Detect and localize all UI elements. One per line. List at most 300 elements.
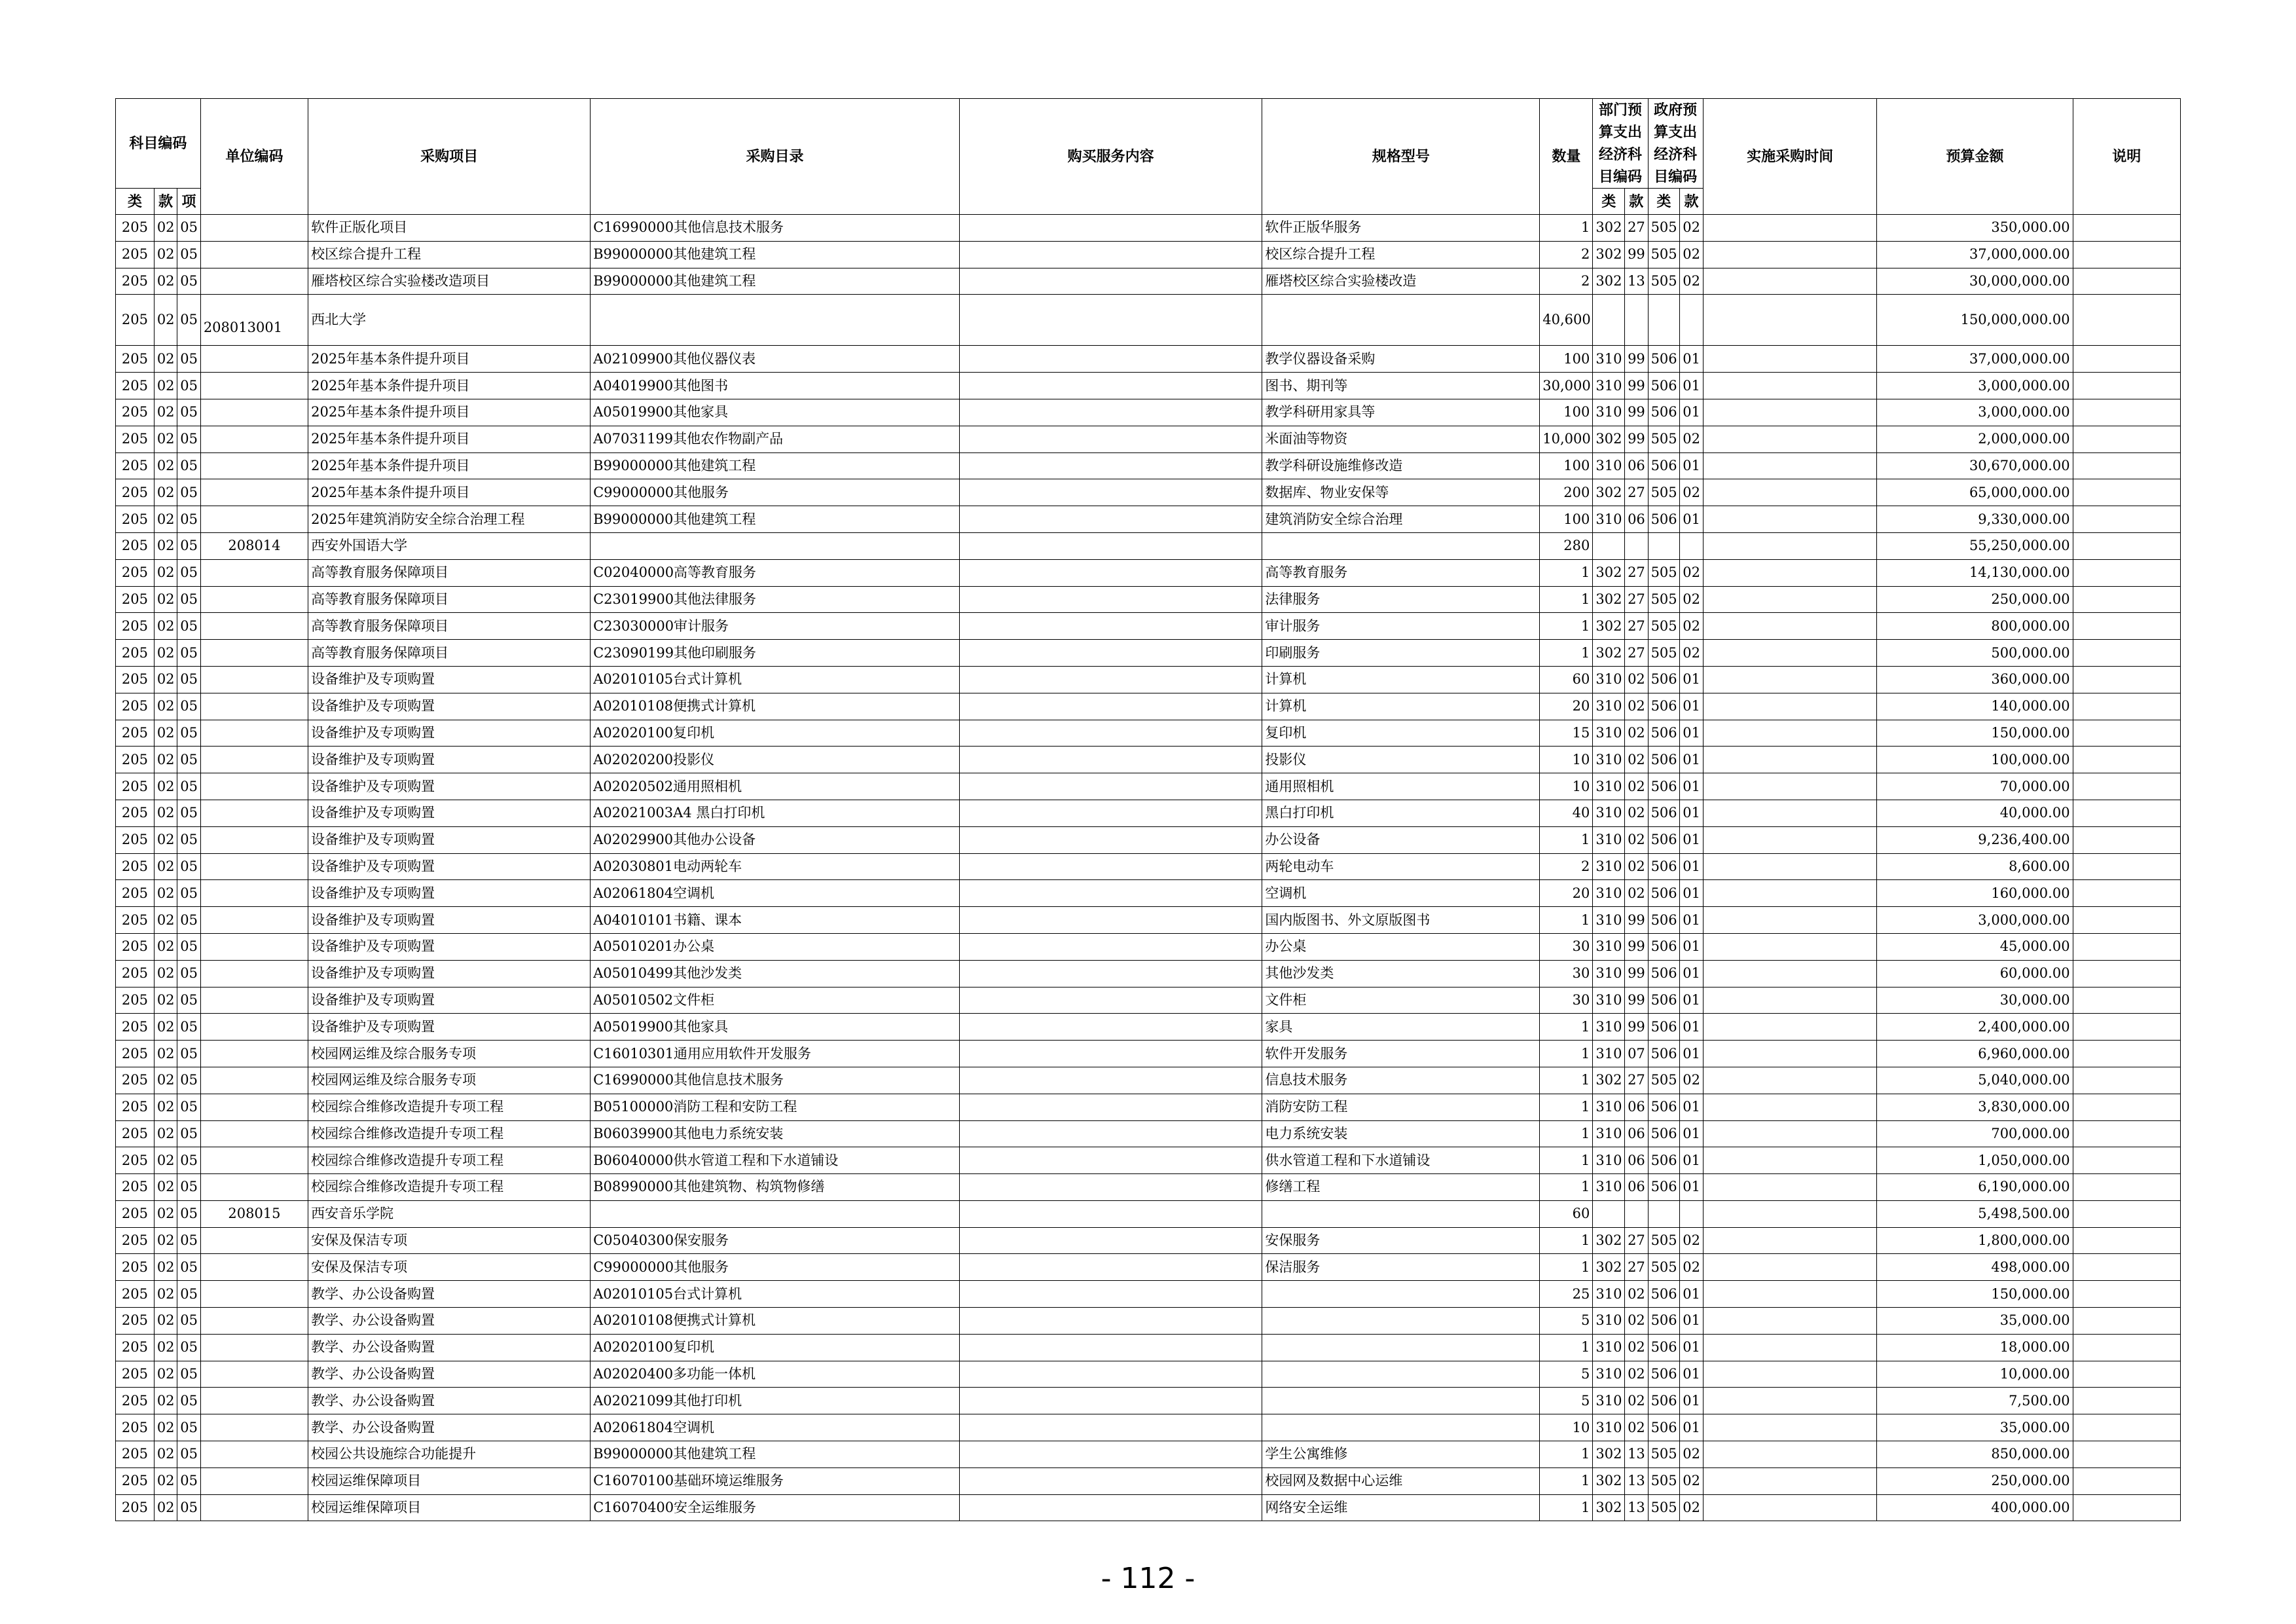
table-row [116,1200,2181,1227]
cell-lei: 205 [116,1441,155,1468]
cell-xiang: 05 [177,720,201,747]
table-row [116,613,2181,640]
cell-project: 高等教育服务保障项目 [308,640,591,667]
cell-service [959,1388,1262,1414]
cell-xiang: 05 [177,1254,201,1281]
cell-dept-kuan: 27 [1625,1227,1649,1254]
cell-xiang: 05 [177,1494,201,1521]
cell-service [959,693,1262,720]
cell-quantity: 20 [1540,693,1593,720]
cell-project: 教学、办公设备购置 [308,1361,591,1388]
cell-catalog: A02061804空调机 [591,880,960,907]
cell-quantity: 100 [1540,506,1593,533]
header-spec: 规格型号 [1262,99,1540,215]
cell-catalog: A05019900其他家具 [591,399,960,426]
cell-spec: 教学科研用家具等 [1262,399,1540,426]
cell-catalog: C23090199其他印刷服务 [591,640,960,667]
cell-lei: 205 [116,241,155,268]
cell-xiang: 05 [177,295,201,346]
cell-gov-kuan: 01 [1680,826,1704,853]
cell-spec: 雁塔校区综合实验楼改造 [1262,268,1540,295]
cell-dept-kuan: 27 [1625,1254,1649,1281]
cell-quantity: 100 [1540,452,1593,479]
cell-service [959,1494,1262,1521]
cell-kuan: 02 [154,693,177,720]
cell-lei: 205 [116,800,155,826]
cell-note [2073,1388,2180,1414]
cell-spec [1262,1414,1540,1441]
cell-dept-kuan: 27 [1625,1067,1649,1094]
cell-time [1703,479,1877,506]
cell-xiang: 05 [177,1227,201,1254]
cell-amount: 9,330,000.00 [1877,506,2073,533]
cell-project: 校园运维保障项目 [308,1494,591,1521]
cell-project: 设备维护及专项购置 [308,853,591,880]
cell-amount: 150,000.00 [1877,720,2073,747]
cell-note [2073,506,2180,533]
cell-dept-lei: 310 [1593,1281,1625,1308]
cell-service [959,215,1262,242]
cell-time [1703,1174,1877,1201]
cell-gov-lei: 505 [1648,613,1680,640]
table-row [116,399,2181,426]
cell-spec [1262,1200,1540,1227]
cell-gov-kuan: 01 [1680,452,1704,479]
cell-xiang: 05 [177,693,201,720]
cell-amount: 360,000.00 [1877,666,2073,693]
table-row [116,853,2181,880]
cell-gov-kuan: 01 [1680,1174,1704,1201]
cell-xiang: 05 [177,1414,201,1441]
table-row [116,640,2181,667]
cell-quantity: 1 [1540,559,1593,586]
cell-catalog: C23030000审计服务 [591,613,960,640]
cell-note [2073,1494,2180,1521]
cell-quantity: 30 [1540,960,1593,987]
cell-quantity: 30,000 [1540,373,1593,399]
cell-gov-kuan: 02 [1680,1067,1704,1094]
cell-amount: 160,000.00 [1877,880,2073,907]
cell-gov-kuan: 01 [1680,960,1704,987]
cell-lei: 205 [116,613,155,640]
cell-kuan: 02 [154,666,177,693]
header-gov-budget: 政府预算支出经济科目编码 [1648,99,1703,189]
cell-project: 校园网运维及综合服务专项 [308,1041,591,1067]
cell-gov-lei: 506 [1648,346,1680,373]
cell-service [959,1147,1262,1174]
table-row [116,1388,2181,1414]
cell-dept-lei: 302 [1593,1227,1625,1254]
cell-time [1703,1494,1877,1521]
cell-project: 校园运维保障项目 [308,1467,591,1494]
cell-spec: 法律服务 [1262,586,1540,613]
cell-note [2073,1174,2180,1201]
cell-note [2073,640,2180,667]
cell-spec: 计算机 [1262,666,1540,693]
cell-kuan: 02 [154,1281,177,1308]
header-time: 实施采购时间 [1703,99,1877,215]
cell-kuan: 02 [154,559,177,586]
cell-gov-kuan: 02 [1680,613,1704,640]
cell-quantity: 1 [1540,1120,1593,1147]
cell-time [1703,586,1877,613]
cell-gov-lei: 505 [1648,479,1680,506]
cell-note [2073,613,2180,640]
cell-gov-lei: 506 [1648,452,1680,479]
cell-note [2073,1361,2180,1388]
cell-unit-code: 208013001 [200,295,308,346]
cell-kuan: 02 [154,1494,177,1521]
cell-spec: 网络安全运维 [1262,1494,1540,1521]
cell-kuan: 02 [154,268,177,295]
cell-quantity: 1 [1540,1041,1593,1067]
cell-time [1703,1334,1877,1361]
cell-gov-lei: 505 [1648,1467,1680,1494]
cell-spec: 数据库、物业安保等 [1262,479,1540,506]
cell-spec: 信息技术服务 [1262,1067,1540,1094]
cell-catalog: B06039900其他电力系统安装 [591,1120,960,1147]
cell-dept-lei: 310 [1593,747,1625,773]
cell-dept-kuan: 06 [1625,1094,1649,1120]
cell-amount: 70,000.00 [1877,773,2073,800]
cell-gov-lei: 506 [1648,880,1680,907]
cell-quantity: 2 [1540,853,1593,880]
cell-dept-kuan: 27 [1625,479,1649,506]
cell-xiang: 05 [177,826,201,853]
cell-quantity: 20 [1540,880,1593,907]
cell-kuan: 02 [154,1467,177,1494]
cell-service [959,1174,1262,1201]
cell-amount: 1,050,000.00 [1877,1147,2073,1174]
cell-amount: 3,000,000.00 [1877,373,2073,399]
header-lei: 类 [116,189,155,215]
cell-dept-kuan [1625,532,1649,559]
cell-project: 西安音乐学院 [308,1200,591,1227]
cell-gov-lei: 506 [1648,1014,1680,1041]
cell-gov-lei [1648,532,1680,559]
cell-xiang: 05 [177,1441,201,1468]
cell-project: 设备维护及专项购置 [308,720,591,747]
cell-dept-kuan: 02 [1625,1388,1649,1414]
cell-dept-kuan: 02 [1625,800,1649,826]
cell-catalog: A02021099其他打印机 [591,1388,960,1414]
cell-project: 2025年基本条件提升项目 [308,346,591,373]
table-row [116,452,2181,479]
cell-kuan: 02 [154,1388,177,1414]
cell-catalog: C99000000其他服务 [591,1254,960,1281]
cell-quantity: 1 [1540,1467,1593,1494]
cell-dept-lei: 310 [1593,373,1625,399]
cell-dept-lei: 302 [1593,613,1625,640]
cell-dept-lei: 310 [1593,693,1625,720]
cell-gov-lei: 506 [1648,1041,1680,1067]
cell-catalog: A02020502通用照相机 [591,773,960,800]
cell-service [959,479,1262,506]
cell-xiang: 05 [177,452,201,479]
cell-amount: 250,000.00 [1877,1467,2073,1494]
cell-project: 2025年基本条件提升项目 [308,479,591,506]
cell-dept-kuan: 02 [1625,1361,1649,1388]
cell-dept-kuan: 99 [1625,373,1649,399]
table-row [116,1120,2181,1147]
cell-lei: 205 [116,452,155,479]
cell-note [2073,399,2180,426]
header-gov-kuan: 款 [1680,189,1704,215]
cell-xiang: 05 [177,215,201,242]
cell-quantity: 10 [1540,747,1593,773]
cell-dept-lei: 310 [1593,987,1625,1014]
cell-amount: 3,000,000.00 [1877,399,2073,426]
table-row [116,1014,2181,1041]
cell-service [959,426,1262,452]
cell-xiang: 05 [177,747,201,773]
cell-amount: 8,600.00 [1877,853,2073,880]
cell-spec: 安保服务 [1262,1227,1540,1254]
cell-unit-code [200,1441,308,1468]
cell-kuan: 02 [154,826,177,853]
cell-lei: 205 [116,693,155,720]
cell-kuan: 02 [154,613,177,640]
cell-unit-code [200,907,308,934]
cell-dept-lei: 310 [1593,506,1625,533]
cell-project: 校园综合维修改造提升专项工程 [308,1147,591,1174]
cell-kuan: 02 [154,1120,177,1147]
cell-time [1703,373,1877,399]
header-catalog: 采购目录 [591,99,960,215]
cell-kuan: 02 [154,640,177,667]
cell-amount: 35,000.00 [1877,1414,2073,1441]
cell-gov-kuan: 02 [1680,1494,1704,1521]
cell-note [2073,1281,2180,1308]
cell-project: 设备维护及专项购置 [308,933,591,960]
cell-project: 2025年建筑消防安全综合治理工程 [308,506,591,533]
cell-kuan: 02 [154,479,177,506]
header-quantity: 数量 [1540,99,1593,215]
cell-catalog: A02021003A4 黑白打印机 [591,800,960,826]
cell-kuan: 02 [154,1174,177,1201]
cell-dept-lei: 302 [1593,268,1625,295]
cell-spec [1262,1361,1540,1388]
cell-xiang: 05 [177,1120,201,1147]
table-body [116,215,2181,1521]
cell-unit-code [200,640,308,667]
cell-amount: 5,040,000.00 [1877,1067,2073,1094]
cell-dept-kuan: 06 [1625,1120,1649,1147]
cell-unit-code [200,1361,308,1388]
cell-kuan: 02 [154,1334,177,1361]
cell-xiang: 05 [177,479,201,506]
cell-gov-lei: 506 [1648,826,1680,853]
cell-catalog: B99000000其他建筑工程 [591,241,960,268]
table-row [116,559,2181,586]
cell-amount: 5,498,500.00 [1877,1200,2073,1227]
cell-kuan: 02 [154,399,177,426]
cell-catalog: B05100000消防工程和安防工程 [591,1094,960,1120]
cell-xiang: 05 [177,640,201,667]
cell-quantity: 1 [1540,1254,1593,1281]
cell-dept-lei: 310 [1593,1014,1625,1041]
cell-quantity: 1 [1540,640,1593,667]
cell-project: 软件正版化项目 [308,215,591,242]
cell-xiang: 05 [177,1200,201,1227]
cell-dept-kuan: 02 [1625,826,1649,853]
cell-gov-kuan: 02 [1680,426,1704,452]
cell-service [959,1361,1262,1388]
cell-lei: 205 [116,1467,155,1494]
cell-catalog: B08990000其他建筑物、构筑物修缮 [591,1174,960,1201]
cell-gov-lei: 505 [1648,1067,1680,1094]
cell-time [1703,1361,1877,1388]
cell-spec: 国内版图书、外文原版图书 [1262,907,1540,934]
cell-dept-kuan: 99 [1625,399,1649,426]
cell-note [2073,907,2180,934]
cell-project: 教学、办公设备购置 [308,1414,591,1441]
cell-project: 设备维护及专项购置 [308,1014,591,1041]
cell-kuan: 02 [154,1041,177,1067]
cell-gov-lei: 506 [1648,1174,1680,1201]
cell-note [2073,1067,2180,1094]
cell-xiang: 05 [177,399,201,426]
cell-time [1703,826,1877,853]
cell-spec: 家具 [1262,1014,1540,1041]
cell-time [1703,666,1877,693]
cell-dept-lei [1593,532,1625,559]
cell-dept-lei [1593,1200,1625,1227]
cell-catalog: A02109900其他仪器仪表 [591,346,960,373]
cell-unit-code [200,613,308,640]
cell-spec: 黑白打印机 [1262,800,1540,826]
cell-note [2073,1414,2180,1441]
cell-service [959,346,1262,373]
cell-xiang: 05 [177,933,201,960]
cell-note [2073,1308,2180,1335]
cell-dept-lei: 302 [1593,215,1625,242]
cell-gov-kuan: 01 [1680,1388,1704,1414]
cell-project: 雁塔校区综合实验楼改造项目 [308,268,591,295]
cell-quantity: 1 [1540,1494,1593,1521]
cell-spec: 修缮工程 [1262,1174,1540,1201]
cell-quantity: 1 [1540,1174,1593,1201]
cell-amount: 30,000,000.00 [1877,268,2073,295]
cell-unit-code [200,399,308,426]
cell-project: 设备维护及专项购置 [308,826,591,853]
cell-unit-code [200,346,308,373]
cell-unit-code [200,1227,308,1254]
cell-gov-kuan: 01 [1680,693,1704,720]
cell-quantity: 1 [1540,907,1593,934]
cell-note [2073,773,2180,800]
cell-kuan: 02 [154,586,177,613]
cell-service [959,613,1262,640]
cell-quantity: 5 [1540,1308,1593,1335]
cell-gov-lei: 506 [1648,773,1680,800]
cell-service [959,1227,1262,1254]
cell-amount: 30,670,000.00 [1877,452,2073,479]
cell-gov-lei: 505 [1648,640,1680,667]
cell-kuan: 02 [154,215,177,242]
cell-lei: 205 [116,1414,155,1441]
cell-project: 2025年基本条件提升项目 [308,452,591,479]
cell-service [959,773,1262,800]
table-row [116,880,2181,907]
cell-amount: 30,000.00 [1877,987,2073,1014]
cell-quantity: 100 [1540,346,1593,373]
cell-gov-kuan: 01 [1680,720,1704,747]
cell-time [1703,426,1877,452]
cell-xiang: 05 [177,1361,201,1388]
cell-dept-lei: 310 [1593,666,1625,693]
cell-time [1703,1067,1877,1094]
cell-dept-kuan: 02 [1625,666,1649,693]
cell-time [1703,241,1877,268]
cell-catalog: B99000000其他建筑工程 [591,1441,960,1468]
cell-dept-lei: 310 [1593,399,1625,426]
cell-gov-kuan: 02 [1680,586,1704,613]
cell-note [2073,215,2180,242]
cell-quantity: 1 [1540,586,1593,613]
cell-dept-lei: 310 [1593,1361,1625,1388]
cell-lei: 205 [116,268,155,295]
cell-gov-kuan: 01 [1680,747,1704,773]
cell-gov-lei: 506 [1648,1094,1680,1120]
cell-unit-code [200,1281,308,1308]
cell-service [959,666,1262,693]
cell-amount: 700,000.00 [1877,1120,2073,1147]
cell-xiang: 05 [177,1014,201,1041]
cell-gov-kuan: 01 [1680,880,1704,907]
cell-kuan: 02 [154,506,177,533]
cell-unit-code [200,1414,308,1441]
table-row [116,1361,2181,1388]
cell-lei: 205 [116,586,155,613]
header-kuan: 款 [154,189,177,215]
cell-gov-lei: 505 [1648,559,1680,586]
cell-dept-lei: 310 [1593,1147,1625,1174]
cell-lei: 205 [116,479,155,506]
cell-unit-code [200,880,308,907]
cell-lei: 205 [116,826,155,853]
cell-service [959,853,1262,880]
cell-xiang: 05 [177,373,201,399]
cell-spec: 其他沙发类 [1262,960,1540,987]
cell-dept-lei: 310 [1593,773,1625,800]
cell-lei: 205 [116,399,155,426]
cell-unit-code [200,1308,308,1335]
cell-lei: 205 [116,1094,155,1120]
cell-dept-kuan: 13 [1625,1467,1649,1494]
cell-lei: 205 [116,1067,155,1094]
cell-project: 教学、办公设备购置 [308,1388,591,1414]
procurement-table [115,98,2181,1521]
table-row [116,1227,2181,1254]
cell-gov-lei: 506 [1648,1388,1680,1414]
cell-service [959,960,1262,987]
cell-unit-code [200,1094,308,1120]
cell-project: 校区综合提升工程 [308,241,591,268]
cell-dept-kuan: 07 [1625,1041,1649,1067]
cell-amount: 2,400,000.00 [1877,1014,2073,1041]
cell-gov-kuan: 02 [1680,1467,1704,1494]
cell-project: 校园综合维修改造提升专项工程 [308,1120,591,1147]
cell-xiang: 05 [177,666,201,693]
cell-catalog: C16070100基础环境运维服务 [591,1467,960,1494]
cell-unit-code [200,1254,308,1281]
cell-time [1703,295,1877,346]
cell-lei: 205 [116,1147,155,1174]
cell-time [1703,1094,1877,1120]
cell-lei: 205 [116,640,155,667]
cell-quantity: 30 [1540,933,1593,960]
